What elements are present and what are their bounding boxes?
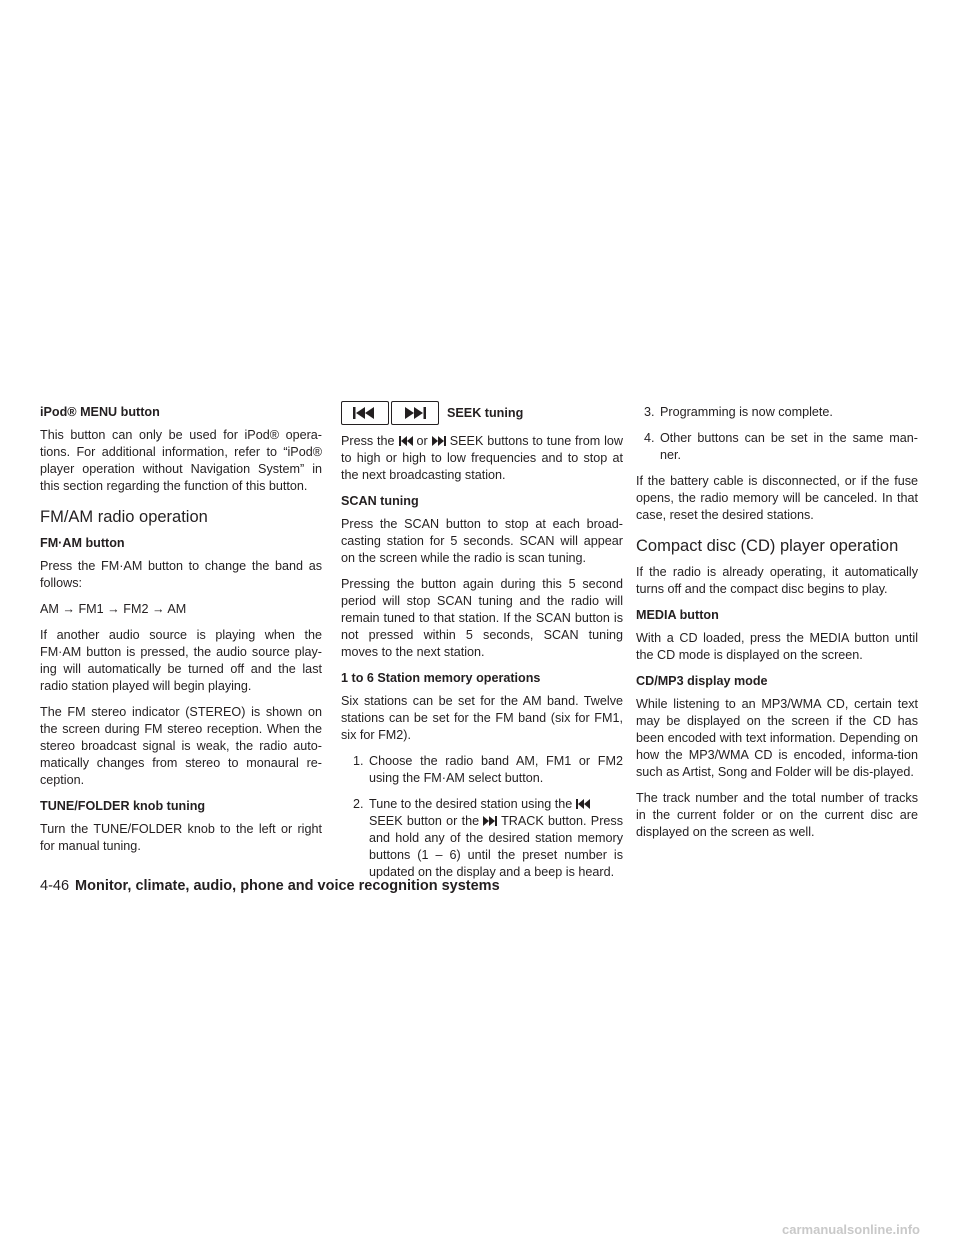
scan-text-2: Pressing the button again during this 5 second period will stop SCAN tuning and the radio will remain tuned to that station. If the SCAN button is not pressed within 5 seconds, SCAN tuning moves to the next station.	[341, 577, 623, 659]
list-item: 1. Choose the radio band AM, FM1 or FM2 using the FM·AM select button.	[353, 754, 623, 785]
mp3-heading: CD/MP3 display mode	[636, 674, 768, 688]
watermark: carmanualsonline.info	[782, 1222, 920, 1237]
fast-forward-icon	[432, 436, 446, 446]
track-text: The track number and the total number of tracks in the current folder or on the current disc are displayed on the screen as well.	[636, 791, 918, 839]
memory-heading: 1 to 6 Station memory operations	[341, 671, 541, 685]
media-text: With a CD loaded, press the MEDIA button until the CD mode is displayed on the screen.	[636, 631, 918, 662]
scan-heading: SCAN tuning	[341, 494, 419, 508]
ipod-menu-heading: iPod® MENU button	[40, 405, 160, 419]
tune-knob-text: Turn the TUNE/FOLDER knob to the left or right for manual tuning.	[40, 822, 322, 853]
chapter-title: Monitor, climate, audio, phone and voice recognition systems	[75, 878, 500, 894]
rewind-icon	[399, 436, 413, 446]
seek-heading	[341, 401, 623, 425]
seek-heading-label: SEEK tuning	[447, 405, 524, 420]
column-3	[636, 404, 918, 850]
seek-back-button-icon	[341, 401, 389, 425]
column-1	[40, 404, 322, 864]
memory-steps-continued	[636, 404, 918, 464]
column-2	[341, 404, 623, 890]
tune-knob-heading: TUNE/FOLDER knob tuning	[40, 799, 206, 813]
fmam-button-heading: FM·AM button	[40, 536, 125, 550]
list-item: 3. Programming is now complete.	[644, 405, 833, 419]
scan-text: Press the SCAN button to stop at each broad-casting station for 5 seconds. SCAN will appear on the screen while the radio is scan tuning.	[341, 517, 623, 565]
ipod-menu-text: This button can only be used for iPod® opera-tions. For additional information, refer to “iPod® player operation without Navigation System” in this section regarding the function of this button.	[40, 428, 322, 493]
fmam-button-text: Press the FM·AM button to change the band as follows:	[40, 559, 322, 590]
fast-forward-icon	[483, 816, 497, 826]
rewind-icon	[576, 799, 590, 809]
band-sequence: AM → FM1 → FM2 → AM	[40, 602, 187, 616]
stereo-text: The FM stereo indicator (STEREO) is shown on the screen during FM stereo reception. When the stereo broadcast signal is weak, the radio auto-matically changes from stereo to monaural re-ception.	[40, 705, 322, 787]
cd-section-title: Compact disc (CD) player operation	[636, 537, 899, 555]
cd-text: If the radio is already operating, it automatically turns off and the compact disc begins to play.	[636, 565, 918, 596]
memory-text: Six stations can be set for the AM band. Twelve stations can be set for the FM band (six for FM1, six for FM2).	[341, 694, 623, 742]
page-footer	[40, 878, 500, 894]
battery-text: If the battery cable is disconnected, or if the fuse opens, the radio memory will be canceled. In that case, reset the desired stations.	[636, 474, 918, 522]
media-heading: MEDIA button	[636, 608, 719, 622]
list-item: 4. Other buttons can be set in the same man-ner.	[644, 431, 918, 462]
seek-forward-button-icon	[391, 401, 439, 425]
seek-text: Press the or SEEK buttons to tune from low to high or high to low frequencies and to stop at the next broadcasting station.	[341, 434, 623, 482]
page-number: 4-46	[40, 878, 70, 894]
memory-steps	[341, 753, 623, 881]
other-source-text: If another audio source is playing when the FM·AM button is pressed, the audio source play-ing will automatically be turned off and the last radio station played will begin playing.	[40, 628, 322, 693]
mp3-text: While listening to an MP3/WMA CD, certain text may be displayed on the screen if the CD has been encoded with text information. Depending on how the MP3/WMA CD is encoded, informa-tion such as Artist, Song and Folder will be dis-played.	[636, 697, 918, 779]
list-item: 2. Tune to the desired station using the SEEK button or the TRACK button. Press and hold any of the desired station memory buttons (1 – 6) until the preset number is updated on the display and a beep is heard.	[353, 797, 623, 879]
fmam-section-title: FM/AM radio operation	[40, 508, 208, 526]
